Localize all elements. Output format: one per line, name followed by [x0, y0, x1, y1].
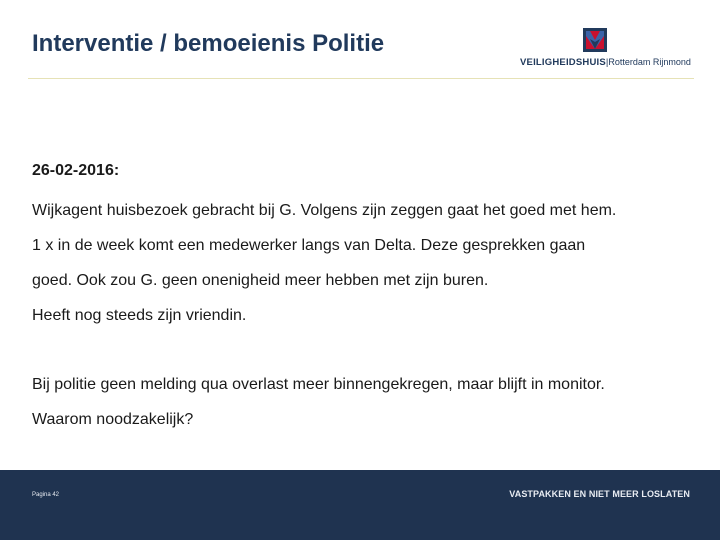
logo-name: VEILIGHEIDSHUIS — [520, 57, 606, 68]
page-number: Pagina 42 — [32, 492, 60, 498]
body-line: Waarom noodzakelijk? — [32, 411, 194, 428]
body-line: Wijkagent huisbezoek gebracht bij G. Volgens zijn zeggen gaat het goed met hem. — [32, 202, 617, 219]
footer-bar — [0, 470, 720, 540]
logo-wordmark — [520, 56, 691, 69]
shield-logo-icon — [583, 28, 607, 52]
body-line: goed. Ook zou G. geen onenigheid meer hebben met zijn buren. — [32, 272, 489, 289]
entry-date: 26-02-2016: — [32, 162, 120, 179]
paragraph-gap — [32, 333, 712, 367]
body-line: Bij politie geen melding qua overlast meer binnengekregen, maar blijft in monitor. — [32, 376, 605, 393]
footer-tagline: VASTPAKKEN EN NIET MEER LOSLATEN — [509, 489, 690, 499]
body-line: 1 x in de week komt een medewerker langs van Delta. Deze gesprekken gaan — [32, 237, 586, 254]
body-line: Heeft nog steeds zijn vriendin. — [32, 307, 247, 324]
logo-region: Rotterdam Rijnmond — [608, 57, 691, 67]
title-divider — [28, 78, 694, 79]
logo-separator: | — [605, 57, 609, 68]
page-title: Interventie / bemoeienis Politie — [32, 30, 385, 57]
slide-body — [32, 160, 712, 437]
veiligheidshuis-logo — [520, 27, 695, 69]
